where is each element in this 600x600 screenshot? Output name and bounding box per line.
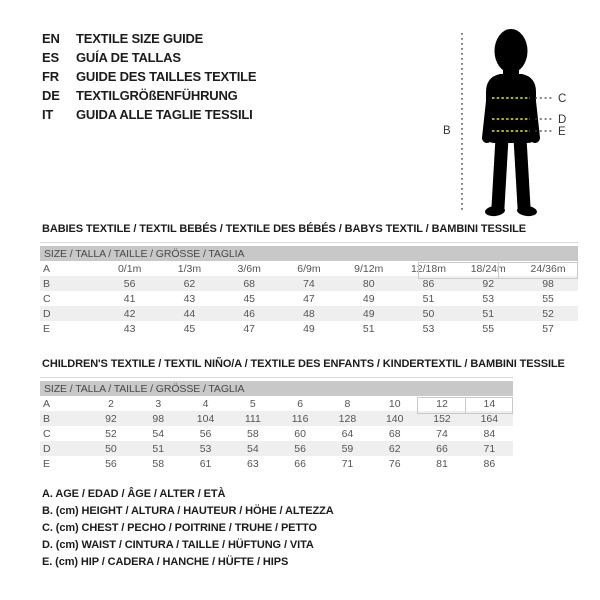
babies-table-title: BABIES TEXTILE / TEXTIL BEBÉS / TEXTILE DES BÉBÉS / BABYS TEXTIL / BAMBINI TESSILE bbox=[42, 223, 527, 235]
row-letter: C bbox=[43, 427, 51, 440]
table-cell: 52 bbox=[518, 306, 578, 321]
table-cell: 43 bbox=[183, 292, 196, 305]
table-cell: 51 bbox=[135, 441, 182, 456]
child-silhouette bbox=[430, 10, 600, 220]
table-cell: 140 bbox=[371, 411, 418, 426]
children-table-title: CHILDREN'S TEXTILE / TEXTIL NIÑO/A / TEXTILE DES ENFANTS / KINDERTEXTIL / BAMBINI TESSILE bbox=[42, 358, 565, 370]
row-letter: B bbox=[40, 276, 100, 291]
table-cell: 59 bbox=[324, 441, 371, 456]
table-cell: 56 bbox=[199, 427, 212, 440]
language-list bbox=[42, 29, 256, 124]
table-cell: 53 bbox=[482, 292, 495, 305]
row-letter: C bbox=[43, 292, 51, 305]
table-cell: 51 bbox=[458, 306, 518, 321]
table-cell: 71 bbox=[341, 457, 354, 470]
language-code: IT bbox=[42, 107, 54, 122]
table-cell: 8 bbox=[344, 397, 351, 410]
language-row bbox=[42, 67, 256, 86]
row-letter: D bbox=[40, 306, 100, 321]
row-letter: A bbox=[43, 262, 51, 275]
table-cell: 52 bbox=[105, 427, 117, 440]
table-cell: 68 bbox=[388, 427, 401, 440]
table-cell: 62 bbox=[160, 276, 220, 291]
table-cell: 49 bbox=[339, 306, 399, 321]
babies-size-header: SIZE / TALLA / TAILLE / GRÖSSE / TAGLIA bbox=[40, 246, 578, 261]
table-cell: 58 bbox=[246, 427, 259, 440]
table-cell: 74 bbox=[436, 427, 448, 440]
table-cell: 74 bbox=[279, 276, 339, 291]
row-letter: E bbox=[43, 457, 51, 470]
children-size-header: SIZE / TALLA / TAILLE / GRÖSSE / TAGLIA bbox=[40, 381, 513, 396]
table-cell: 63 bbox=[246, 457, 259, 470]
legend-line: A. AGE / EDAD / ÂGE / ALTER / ETÀ bbox=[42, 488, 226, 500]
table-cell: 62 bbox=[371, 441, 418, 456]
table-row bbox=[40, 426, 513, 441]
table-cell: 2 bbox=[108, 397, 114, 410]
table-cell: 14 bbox=[483, 397, 496, 410]
measurement-legend bbox=[42, 486, 334, 571]
table-cell: 54 bbox=[229, 441, 276, 456]
table-cell: 51 bbox=[362, 322, 375, 335]
language-row bbox=[42, 86, 256, 105]
table-cell: 55 bbox=[482, 322, 495, 335]
table-cell: 53 bbox=[422, 322, 435, 335]
table-cell: 68 bbox=[219, 276, 279, 291]
silhouette-shape bbox=[485, 29, 538, 217]
legend-line: D. (cm) WAIST / CINTURA / TAILLE / HÜFTUNG / VITA bbox=[42, 539, 314, 551]
table-cell: 60 bbox=[294, 427, 306, 440]
table-cell: 10 bbox=[388, 397, 401, 410]
language-row bbox=[42, 29, 256, 48]
table-cell: 41 bbox=[123, 292, 136, 305]
table-cell: 57 bbox=[542, 322, 554, 335]
table-row bbox=[40, 321, 578, 336]
table-cell: 44 bbox=[160, 306, 220, 321]
table-cell: 43 bbox=[123, 322, 136, 335]
table-cell: 84 bbox=[483, 427, 496, 440]
table-cell: 56 bbox=[276, 441, 323, 456]
table-cell: 46 bbox=[219, 306, 279, 321]
table-cell: 98 bbox=[518, 276, 578, 291]
table-cell: 53 bbox=[182, 441, 229, 456]
table-cell: 47 bbox=[303, 292, 315, 305]
table-row bbox=[40, 306, 578, 321]
table-cell: 50 bbox=[399, 306, 459, 321]
table-row bbox=[40, 291, 578, 306]
table-cell: 48 bbox=[279, 306, 339, 321]
table-cell: 18/24m bbox=[470, 262, 506, 275]
table-cell: 128 bbox=[324, 411, 371, 426]
table-cell: 56 bbox=[105, 457, 117, 470]
row-letter: D bbox=[40, 441, 87, 456]
table-cell: 5 bbox=[249, 397, 256, 410]
legend-line: B. (cm) HEIGHT / ALTURA / HAUTEUR / HÖHE / ALTEZZA bbox=[42, 505, 334, 517]
table-cell: 45 bbox=[243, 292, 256, 305]
table-cell: 80 bbox=[339, 276, 399, 291]
babies-table bbox=[40, 242, 578, 336]
chest-label: C bbox=[558, 93, 567, 105]
table-cell: 3/6m bbox=[237, 262, 261, 275]
legend-line: C. (cm) CHEST / PECHO / POITRINE / TRUHE / PETTO bbox=[42, 522, 317, 534]
table-cell: 56 bbox=[100, 276, 160, 291]
table-cell: 111 bbox=[229, 411, 276, 426]
language-label: TEXTILGRÖßENFÜHRUNG bbox=[76, 88, 238, 103]
table-cell: 64 bbox=[341, 427, 354, 440]
table-cell: 61 bbox=[199, 457, 212, 470]
language-code: EN bbox=[42, 31, 60, 46]
table-cell: 76 bbox=[388, 457, 401, 470]
table-cell: 98 bbox=[135, 411, 182, 426]
language-label: GUÍA DE TALLAS bbox=[76, 50, 181, 65]
table-cell: 66 bbox=[294, 457, 306, 470]
table-cell: 104 bbox=[182, 411, 229, 426]
table-cell: 58 bbox=[152, 457, 165, 470]
table-row bbox=[40, 411, 513, 426]
table-cell: 4 bbox=[202, 397, 209, 410]
table-cell: 49 bbox=[362, 292, 375, 305]
table-cell: 92 bbox=[87, 411, 134, 426]
table-cell: 51 bbox=[422, 292, 435, 305]
table-cell: 49 bbox=[303, 322, 315, 335]
language-code: ES bbox=[42, 50, 59, 65]
legend-line: E. (cm) HIP / CADERA / HANCHE / HÜFTE / HIPS bbox=[42, 556, 289, 568]
table-cell: 164 bbox=[466, 411, 513, 426]
table-cell: 1/3m bbox=[177, 262, 202, 275]
table-cell: 47 bbox=[243, 322, 256, 335]
language-label: TEXTILE SIZE GUIDE bbox=[76, 31, 204, 46]
table-cell: 42 bbox=[100, 306, 160, 321]
table-cell: 81 bbox=[436, 457, 448, 470]
table-cell: 9/12m bbox=[354, 262, 384, 275]
table-cell: 24/36m bbox=[530, 262, 566, 275]
table-cell: 6 bbox=[297, 397, 304, 410]
table-cell: 0/1m bbox=[117, 262, 142, 275]
table-cell: 66 bbox=[418, 441, 465, 456]
table-cell: 92 bbox=[458, 276, 518, 291]
table-cell: 116 bbox=[276, 411, 323, 426]
table-row bbox=[40, 261, 578, 276]
language-code: FR bbox=[42, 69, 59, 84]
table-row bbox=[40, 396, 513, 411]
table-cell: 12 bbox=[436, 397, 448, 410]
language-label: GUIDE DES TAILLES TEXTILE bbox=[76, 69, 257, 84]
table-cell: 86 bbox=[483, 457, 496, 470]
language-code: DE bbox=[42, 88, 60, 103]
language-row bbox=[42, 48, 256, 67]
hip-label: E bbox=[558, 126, 566, 138]
table-cell: 55 bbox=[542, 292, 554, 305]
table-row bbox=[40, 456, 513, 471]
waist-label: D bbox=[558, 114, 567, 126]
language-row bbox=[42, 105, 256, 124]
children-table bbox=[40, 377, 513, 471]
table-cell: 6/9m bbox=[297, 262, 321, 275]
table-cell: 50 bbox=[87, 441, 134, 456]
height-label: B bbox=[443, 125, 451, 137]
table-row bbox=[40, 441, 513, 456]
table-cell: 71 bbox=[466, 441, 513, 456]
table-row bbox=[40, 276, 578, 291]
table-cell: 54 bbox=[152, 427, 165, 440]
table-cell: 152 bbox=[418, 411, 465, 426]
table-cell: 12/18m bbox=[410, 262, 446, 275]
table-cell: 86 bbox=[399, 276, 459, 291]
table-cell: 3 bbox=[155, 397, 162, 410]
row-letter: B bbox=[40, 411, 87, 426]
row-letter: A bbox=[43, 397, 51, 410]
row-letter: E bbox=[43, 322, 51, 335]
table-cell: 45 bbox=[183, 322, 196, 335]
language-label: GUIDA ALLE TAGLIE TESSILI bbox=[76, 107, 253, 122]
